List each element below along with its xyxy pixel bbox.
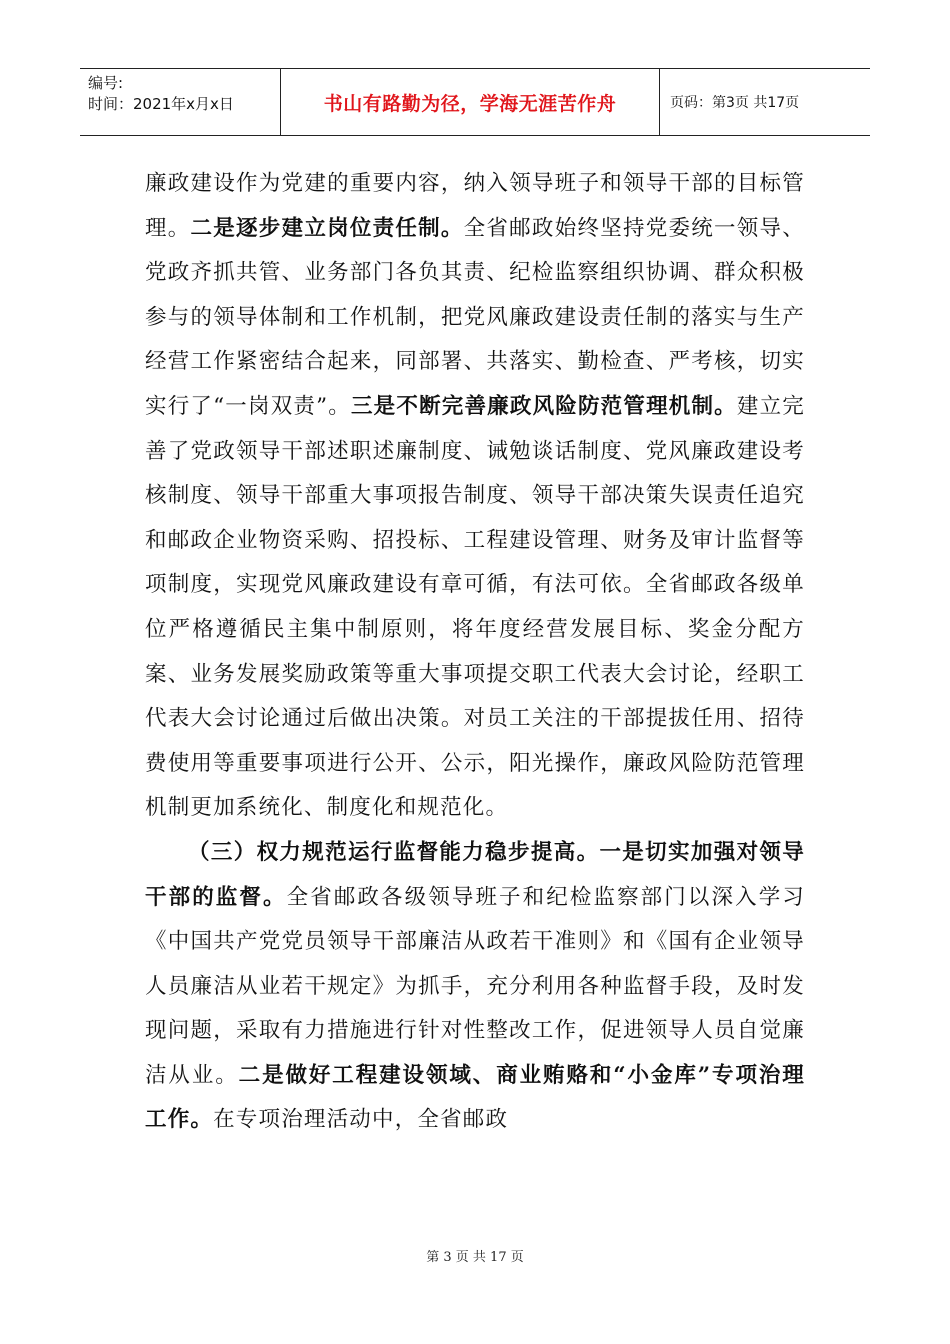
text-run: 全省邮政各级领导班子和纪检监察部门以深入学习《中国共产党党员领导干部廉洁从政若干准则》和《国有企业领导人员廉洁从业若干规定》为抓手，充分利用各种监督手段，及时发现问题，采取有力措施进行针对性整改工作，促进领导人员自觉廉洁从业。 [145,884,805,1088]
text-run: 廉政建设作为党建的重要内容，纳入领导班子和领导干部的目标管理。 [145,171,805,241]
bold-heading-run: 三是不断完善廉政风险防范管理机制。 [350,393,737,419]
page-footer: 第 3 页 共 17 页 [426,1250,524,1265]
document-body [145,162,805,1143]
header-meta [80,69,280,135]
text-run: 全省邮政始终坚持党委统一领导、党政齐抓共管、业务部门各负其责、纪检监察组织协调、群众积极参与的领导体制和工作机制，把党风廉政建设责任制的落实与生产经营工作紧密结合起来，同部署、共落实、勤检查、严考核，切实实行了“一岗双责”。 [145,215,805,419]
paragraph-1 [145,162,805,831]
bold-heading-run: 二是逐步建立岗位责任制。 [190,215,464,241]
time-label: 时间：2021年x月x日 [88,95,234,113]
header-motto: 书山有路勤为径，学海无涯苦作舟 [280,69,660,135]
text-run: 建立完善了党政领导干部述职述廉制度、诫勉谈话制度、党风廉政建设考核制度、领导干部重大事项报告制度、领导干部决策失误责任追究和邮政企业物资采购、招投标、工程建设管理、财务及审计监督等项制度，实现党风廉政建设有章可循，有法可依。全省邮政各级单位严格遵循民主集中制原则，将年度经营发展目标、奖金分配方案、业务发展奖励政策等重大事项提交职工代表大会讨论，经职工代表大会讨论通过后做出决策。对员工关注的干部提拔任用、招待费使用等重要事项进行公开、公示，阳光操作，廉政风险防范管理机制更加系统化、制度化和规范化。 [145,393,805,821]
page-header [80,68,870,136]
section-heading: （三）权力规范运行监督能力稳步提高。 [188,839,600,865]
text-run: 在专项治理活动中，全省邮政 [213,1107,509,1133]
paragraph-2 [145,831,805,1143]
bold-heading-run: 一是切实加强对领导干部的监督。 [145,839,805,910]
serial-label: 编号: [88,74,124,92]
header-page-info: 页码：第3页 共17页 [670,95,800,111]
bold-heading-run: 二是做好工程建设领域、商业贿赂和“小金库”专项治理工作。 [145,1062,805,1133]
